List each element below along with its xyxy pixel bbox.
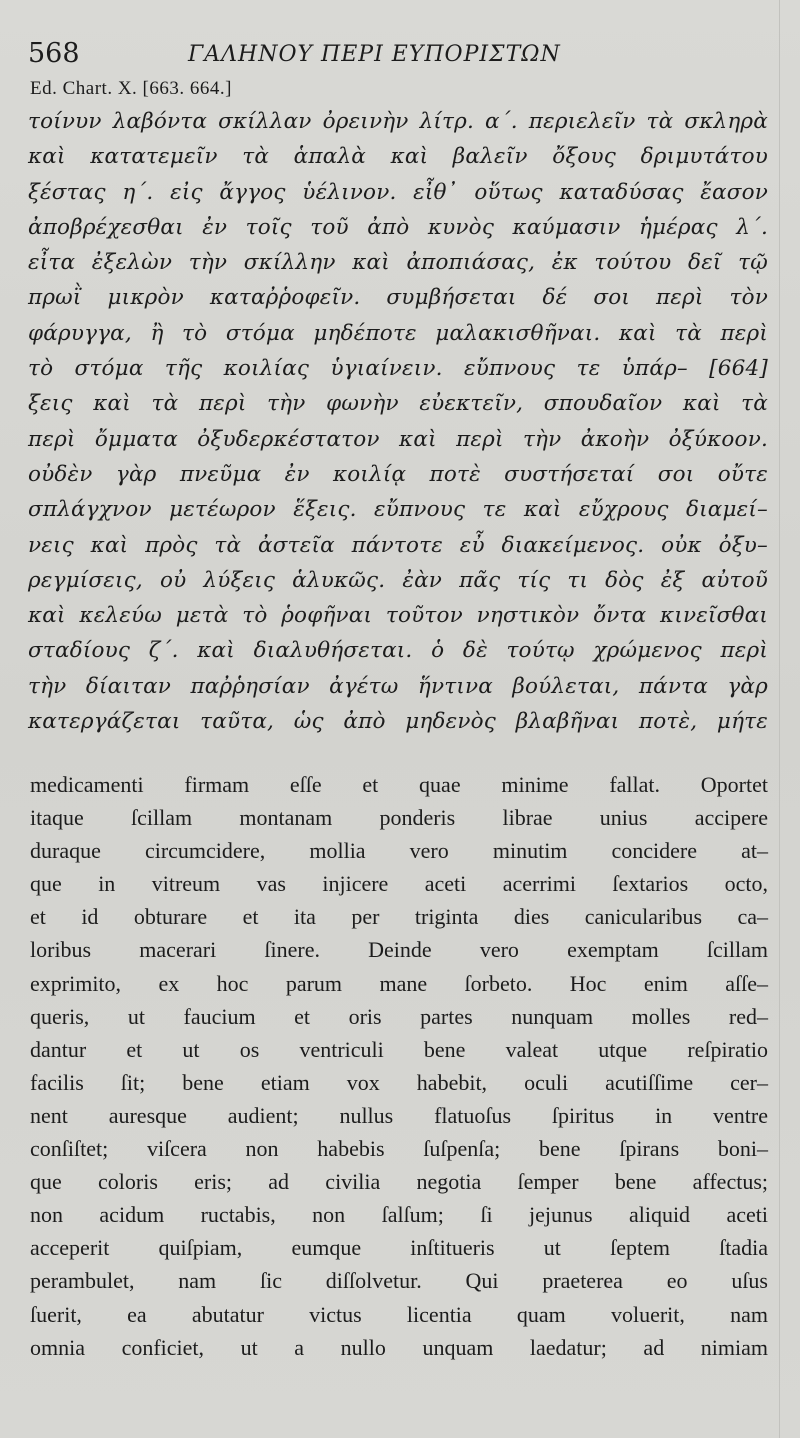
greek-text-line: τὴν δίαιταν παῤῥησίαν ἀγέτω ἥντινα βούλεται, πάντα γὰρ [28,673,768,699]
latin-text-line: conſiſtet; viſcera non habebis ſuſpenſa; bene ſpirans boni– [30,1136,768,1162]
latin-text-line: omnia conficiet, ut a nullo unquam laedatur; ad nimiam [30,1334,768,1360]
latin-text-line: duraque circumcidere, mollia vero minutim concidere at– [30,838,768,864]
greek-text-line: καὶ κελεύω μετὰ τὸ ῥοφῆναι τοῦτον νηστικὸν ὄντα κινεῖσθαι [28,603,768,629]
greek-text-line: ξέστας η΄. εἰς ἄγγος ὑέλινον. εἶθ᾽ οὕτως καταδύσας ἔασον [28,179,768,205]
greek-text-line: κατεργάζεται ταῦτα, ὡς ἀπὸ μηδενὸς βλαβῆναι ποτὲ, μήτε [28,709,768,735]
greek-text-line: καὶ κατατεμεῖν τὰ ἁπαλὰ καὶ βαλεῖν ὄξους δριμυτάτου [28,144,768,170]
greek-text-line: περὶ ὄμματα ὀξυδερκέστατον καὶ περὶ τὴν ἀκοὴν ὀξύκοον. [28,426,768,452]
greek-text-line: εἶτα ἐξελὼν τὴν σκίλλην καὶ ἀποπιάσας, ἐκ τούτου δεῖ τῷ [28,250,768,276]
greek-text-line: σταδίους ζ΄. καὶ διαλυθήσεται. ὁ δὲ τούτῳ χρώμενος περὶ [28,638,768,664]
greek-text-line: τὸ στόμα τῆς κοιλίας ὑγιαίνειν. εὔπνους τε ὑπάρ– [664] [28,356,768,382]
greek-text-block [28,104,768,739]
latin-text-line: non acidum ructabis, non ſalſum; ſi jejunus aliquid aceti [30,1202,768,1228]
latin-text-line: loribus macerari ſinere. Deinde vero exemptam ſcillam [30,937,768,963]
greek-text-line: νεις καὶ πρὸς τὰ ἀστεῖα πάντοτε εὖ διακείμενος. οὐκ ὀξυ– [28,532,768,558]
greek-text-line: οὐδὲν γὰρ πνεῦμα ἐν κοιλίᾳ ποτὲ συστήσεταί σοι οὔτε [28,461,768,487]
edition-reference: Ed. Chart. X. [663. 664.] [30,78,232,99]
latin-text-line: que in vitreum vas injicere aceti acerrimi ſextarios octo, [30,871,768,897]
latin-text-line: itaque ſcillam montanam ponderis librae unius accipere [30,805,768,831]
greek-text-line: φάρυγγα, ἢ τὸ στόμα μηδέποτε μαλακισθῆναι. καὶ τὰ περὶ [28,320,768,346]
greek-text-line: σπλάγχνον μετέωρον ἕξεις. εὔπνους τε καὶ εὔχρους διαμεί– [28,497,768,523]
running-title: ΓΑΛΗΝΟΥ ΠΕΡΙ ΕΥΠΟΡΙΣΤΩΝ [188,42,561,67]
greek-text-line: πρωῒ μικρὸν καταῤῥοφεῖν. συμβήσεται δέ σοι περὶ τὸν [28,285,768,311]
latin-text-line: que coloris eris; ad civilia negotia ſemper bene affectus; [30,1169,768,1195]
latin-text-block [30,768,768,1364]
latin-text-line: queris, ut faucium et oris partes nunquam molles red– [30,1003,768,1029]
latin-text-line: facilis ſit; bene etiam vox habebit, oculi acutiſſime cer– [30,1069,768,1095]
page-edge [779,0,794,1438]
greek-text-line: ρεγμίσεις, οὐ λύξεις ἁλυκῶς. ἐὰν πᾶς τίς τι δὸς ἐξ αὐτοῦ [28,567,768,593]
greek-text-line: ἀποβρέχεσθαι ἐν τοῖς τοῦ ἀπὸ κυνὸς καύμασιν ἡμέρας λ΄. [28,214,768,240]
greek-text-line: τοίνυν λαβόντα σκίλλαν ὀρεινὴν λίτρ. α΄. περιελεῖν τὰ σκληρὰ [28,109,768,134]
latin-text-line: medicamenti firmam eſſe et quae minime fallat. Oportet [30,772,768,797]
latin-text-line: exprimito, ex hoc parum mane ſorbeto. Hoc enim aſſe– [30,970,768,996]
latin-text-line: et id obturare et ita per triginta dies canicularibus ca– [30,904,768,930]
latin-text-line: acceperit quiſpiam, eumque inſtitueris ut ſeptem ſtadia [30,1235,768,1261]
latin-text-line: dantur et ut os ventriculi bene valeat utque reſpiratio [30,1036,768,1062]
greek-text-line: ξεις καὶ τὰ περὶ τὴν φωνὴν εὐεκτεῖν, σπουδαῖον καὶ τὰ [28,391,768,417]
latin-text-line: ſuerit, ea abutatur victus licentia quam voluerit, nam [30,1301,768,1327]
page-number: 568 [28,38,80,69]
page-header [28,38,768,74]
latin-text-line: nent auresque audient; nullus flatuoſus ſpiritus in ventre [30,1102,768,1128]
latin-text-line: perambulet, nam ſic diſſolvetur. Qui praeterea eo uſus [30,1268,768,1294]
